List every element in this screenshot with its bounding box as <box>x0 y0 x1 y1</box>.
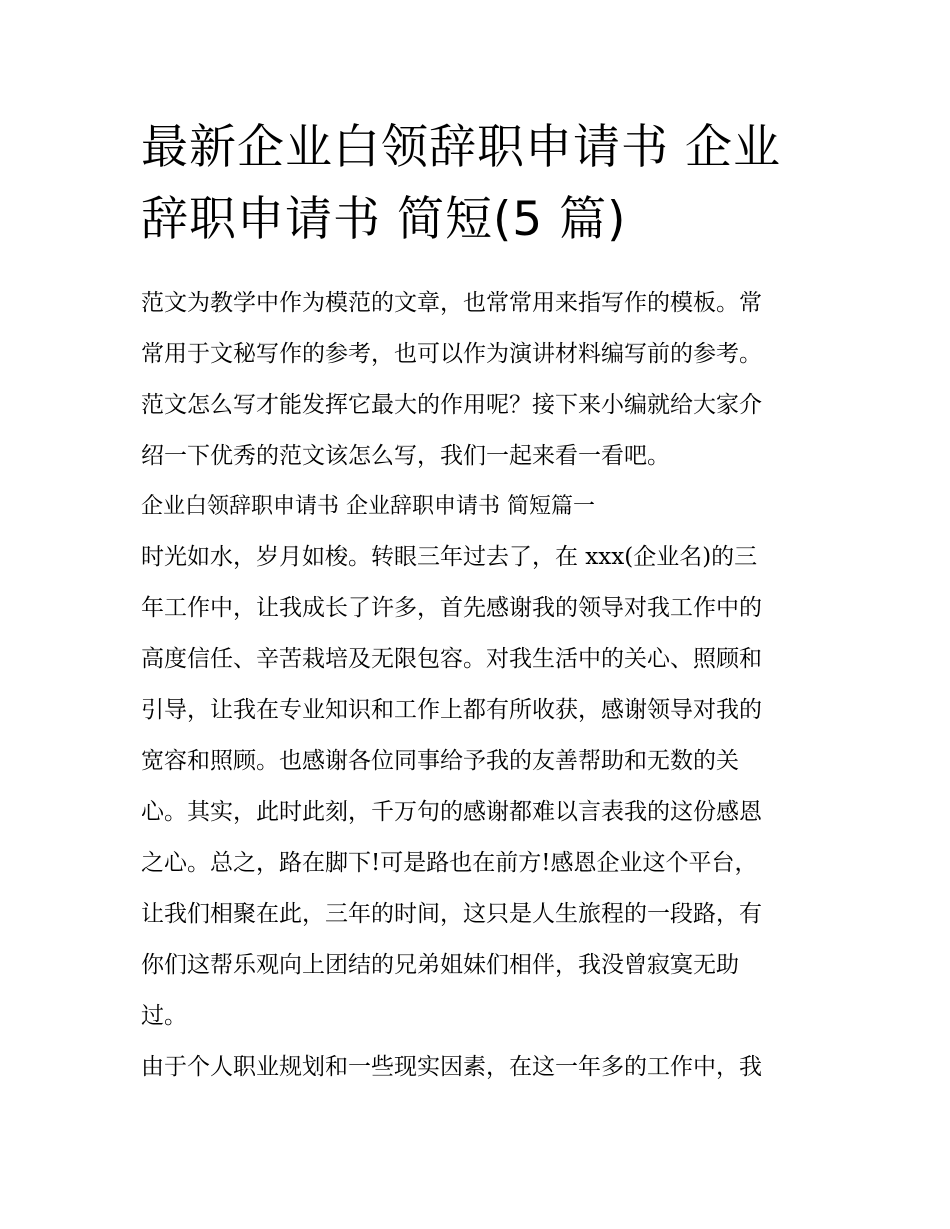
paragraph-line: 过。 <box>141 1003 187 1029</box>
paragraph-line: 时光如水，岁月如梭。转眼三年过去了，在 xxx(企业名)的三 <box>141 544 758 570</box>
intro-line: 范文为教学中作为模范的文章，也常常用来指写作的模板。常 <box>141 290 762 316</box>
title-line-1: 最新企业白领辞职申请书 企业 <box>141 120 781 175</box>
intro-line: 绍一下优秀的范文该怎么写，我们一起来看一看吧。 <box>141 443 670 469</box>
paragraph-line: 引导，让我在专业知识和工作上都有所收获，感谢领导对我的 <box>141 697 762 723</box>
section-heading: 企业白领辞职申请书 企业辞职申请书 简短篇一 <box>141 494 595 519</box>
paragraph-line: 高度信任、辛苦栽培及无限包容。对我生活中的关心、照顾和 <box>141 646 762 672</box>
paragraph-line: 年工作中，让我成长了许多，首先感谢我的领导对我工作中的 <box>141 595 762 621</box>
body-paragraph-2 <box>141 1042 813 1093</box>
document-content <box>141 116 813 1093</box>
paragraph-line: 让我们相聚在此，三年的时间，这只是人生旅程的一段路，有 <box>141 901 762 927</box>
intro-line: 常用于文秘写作的参考，也可以作为演讲材料编写前的参考。 <box>141 341 762 367</box>
intro-paragraph <box>141 278 813 482</box>
title-line-2: 辞职申请书 简短(5 篇) <box>141 192 627 247</box>
paragraph-line: 由于个人职业规划和一些现实因素，在这一年多的工作中，我 <box>141 1054 762 1080</box>
paragraph-line: 你们这帮乐观向上团结的兄弟姐妹们相伴，我没曾寂寞无助 <box>141 952 739 978</box>
paragraph-line: 宽容和照顾。也感谢各位同事给予我的友善帮助和无数的关 <box>141 748 739 774</box>
intro-line: 范文怎么写才能发挥它最大的作用呢？接下来小编就给大家介 <box>141 392 762 418</box>
paragraph-line: 之心。总之，路在脚下!可是路也在前方!感恩企业这个平台， <box>141 850 758 876</box>
document-title <box>141 116 813 252</box>
body-paragraph-1 <box>141 532 813 1042</box>
paragraph-line: 心。其实，此时此刻，千万句的感谢都难以言表我的这份感恩 <box>141 799 762 825</box>
document-body <box>141 278 813 1093</box>
